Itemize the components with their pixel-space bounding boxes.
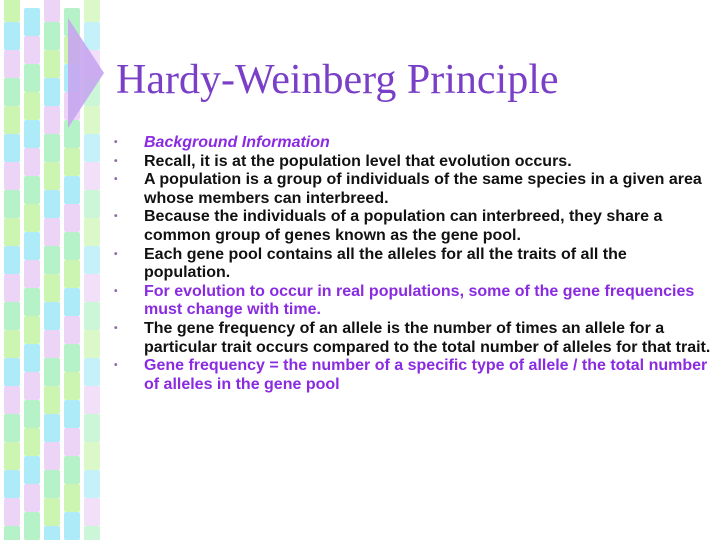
bullet-text: For evolution to occur in real populations, some of the gene frequencies must change with time. (144, 282, 695, 319)
bullet-item (112, 208, 712, 245)
decorative-tile (64, 428, 80, 456)
bullet-item (112, 134, 712, 153)
decorative-tile (24, 456, 40, 484)
bullet-text: A population is a group of individuals of the same species in a given area whose members can interbreed. (144, 171, 702, 207)
decorative-tile (44, 162, 60, 190)
decorative-tile (24, 204, 40, 232)
decorative-tile (44, 218, 60, 246)
decorative-tile (84, 302, 100, 330)
decorative-tile (24, 288, 40, 316)
decorative-tile (24, 512, 40, 540)
bullet-text: Each gene pool contains all the alleles for all the traits of all the population. (144, 245, 627, 282)
decorative-tile (24, 344, 40, 372)
bullet-item (112, 246, 712, 283)
decorative-tile (44, 330, 60, 358)
decorative-tile (84, 330, 100, 358)
bullet-item (112, 283, 712, 320)
decorative-tile (44, 22, 60, 50)
decorative-tile (4, 498, 20, 526)
decorative-tile (84, 190, 100, 218)
bullet-text: Gene frequency = the number of a specific type of allele / the total number of alleles in the gene pool (144, 357, 708, 393)
decorative-tile (4, 386, 20, 414)
decorative-tile (64, 400, 80, 428)
decorative-tile (84, 470, 100, 498)
slide-title: Hardy-Weinberg Principle (116, 57, 559, 103)
decorative-tile (64, 232, 80, 260)
decorative-tile (4, 274, 20, 302)
decorative-tile (44, 498, 60, 526)
decorative-tile (44, 50, 60, 78)
decorative-tile (24, 260, 40, 288)
bullet-dot: • (114, 155, 118, 167)
decorative-tile (64, 176, 80, 204)
decorative-tile (4, 442, 20, 470)
decorative-tile (4, 218, 20, 246)
decorative-tile (64, 204, 80, 232)
bullet-text: Recall, it is at the population level that evolution occurs. (144, 152, 572, 170)
decorative-tile (24, 8, 40, 36)
bullet-dot: • (114, 174, 118, 186)
decorative-tile (64, 344, 80, 372)
bullet-dot: • (114, 248, 118, 260)
decorative-tile (4, 526, 20, 540)
decorative-tile (84, 442, 100, 470)
decorative-tile (24, 400, 40, 428)
decorative-tile (4, 50, 20, 78)
decorative-tile (44, 442, 60, 470)
decorative-triangle (68, 18, 104, 128)
decorative-tile (44, 246, 60, 274)
bullet-dot: • (114, 322, 118, 334)
decorative-tile (84, 526, 100, 540)
bullet-dot: • (114, 285, 118, 297)
decorative-tile (4, 78, 20, 106)
decorative-tile (24, 120, 40, 148)
decorative-tile (24, 484, 40, 512)
decorative-tile (4, 190, 20, 218)
bullet-item (112, 171, 712, 208)
bullet-dot: • (114, 211, 118, 223)
decorative-tile (84, 498, 100, 526)
bullet-item (112, 153, 712, 172)
decorative-tile (4, 22, 20, 50)
decorative-tile (84, 358, 100, 386)
decorative-tile (24, 64, 40, 92)
decorative-tile (84, 274, 100, 302)
decorative-tile (64, 316, 80, 344)
decorative-tile (64, 260, 80, 288)
decorative-tile (44, 274, 60, 302)
decorative-tile (64, 372, 80, 400)
decorative-tile (44, 78, 60, 106)
decorative-tile (44, 470, 60, 498)
bullet-text: Because the individuals of a population can interbreed, they share a common group of genes known as the gene pool. (144, 208, 663, 244)
decorative-tile (24, 428, 40, 456)
decorative-tile (44, 302, 60, 330)
decorative-tile (44, 106, 60, 134)
decorative-tile (24, 92, 40, 120)
bullet-item (112, 320, 712, 357)
decorative-tile (44, 358, 60, 386)
decorative-tile (24, 316, 40, 344)
decorative-tile (44, 134, 60, 162)
decorative-tile (84, 162, 100, 190)
decorative-tile (4, 134, 20, 162)
decorative-tile (4, 358, 20, 386)
decorative-tile (44, 0, 60, 22)
decorative-tile (64, 512, 80, 540)
decorative-tile (4, 414, 20, 442)
bullet-item (112, 357, 712, 394)
bullet-list (112, 134, 712, 394)
decorative-tile (24, 232, 40, 260)
decorative-tile (84, 134, 100, 162)
decorative-tile (84, 414, 100, 442)
decorative-tile (4, 330, 20, 358)
decorative-tile (4, 302, 20, 330)
decorative-tile (64, 148, 80, 176)
decorative-tile (4, 162, 20, 190)
decorative-tile (84, 386, 100, 414)
bullet-text: The gene frequency of an allele is the number of times an allele for a particular trait occurs compared to the total number of alleles for that trait. (144, 319, 711, 356)
decorative-tile (44, 526, 60, 540)
decorative-tile (84, 246, 100, 274)
decorative-tile (24, 176, 40, 204)
decorative-tile (4, 470, 20, 498)
decorative-tile (4, 106, 20, 134)
decorative-tile (44, 190, 60, 218)
bullet-text: Background Information (144, 134, 330, 151)
decorative-tile (44, 414, 60, 442)
decorative-tile (84, 218, 100, 246)
decorative-tile (24, 148, 40, 176)
decorative-tile (64, 484, 80, 512)
decorative-tile (64, 288, 80, 316)
bullet-dot: • (114, 137, 118, 148)
decorative-tile (24, 36, 40, 64)
decorative-tile (44, 386, 60, 414)
decorative-tile (4, 246, 20, 274)
decorative-tile (64, 456, 80, 484)
bullet-dot: • (114, 360, 118, 372)
decorative-tile (24, 372, 40, 400)
decorative-tile (4, 0, 20, 22)
